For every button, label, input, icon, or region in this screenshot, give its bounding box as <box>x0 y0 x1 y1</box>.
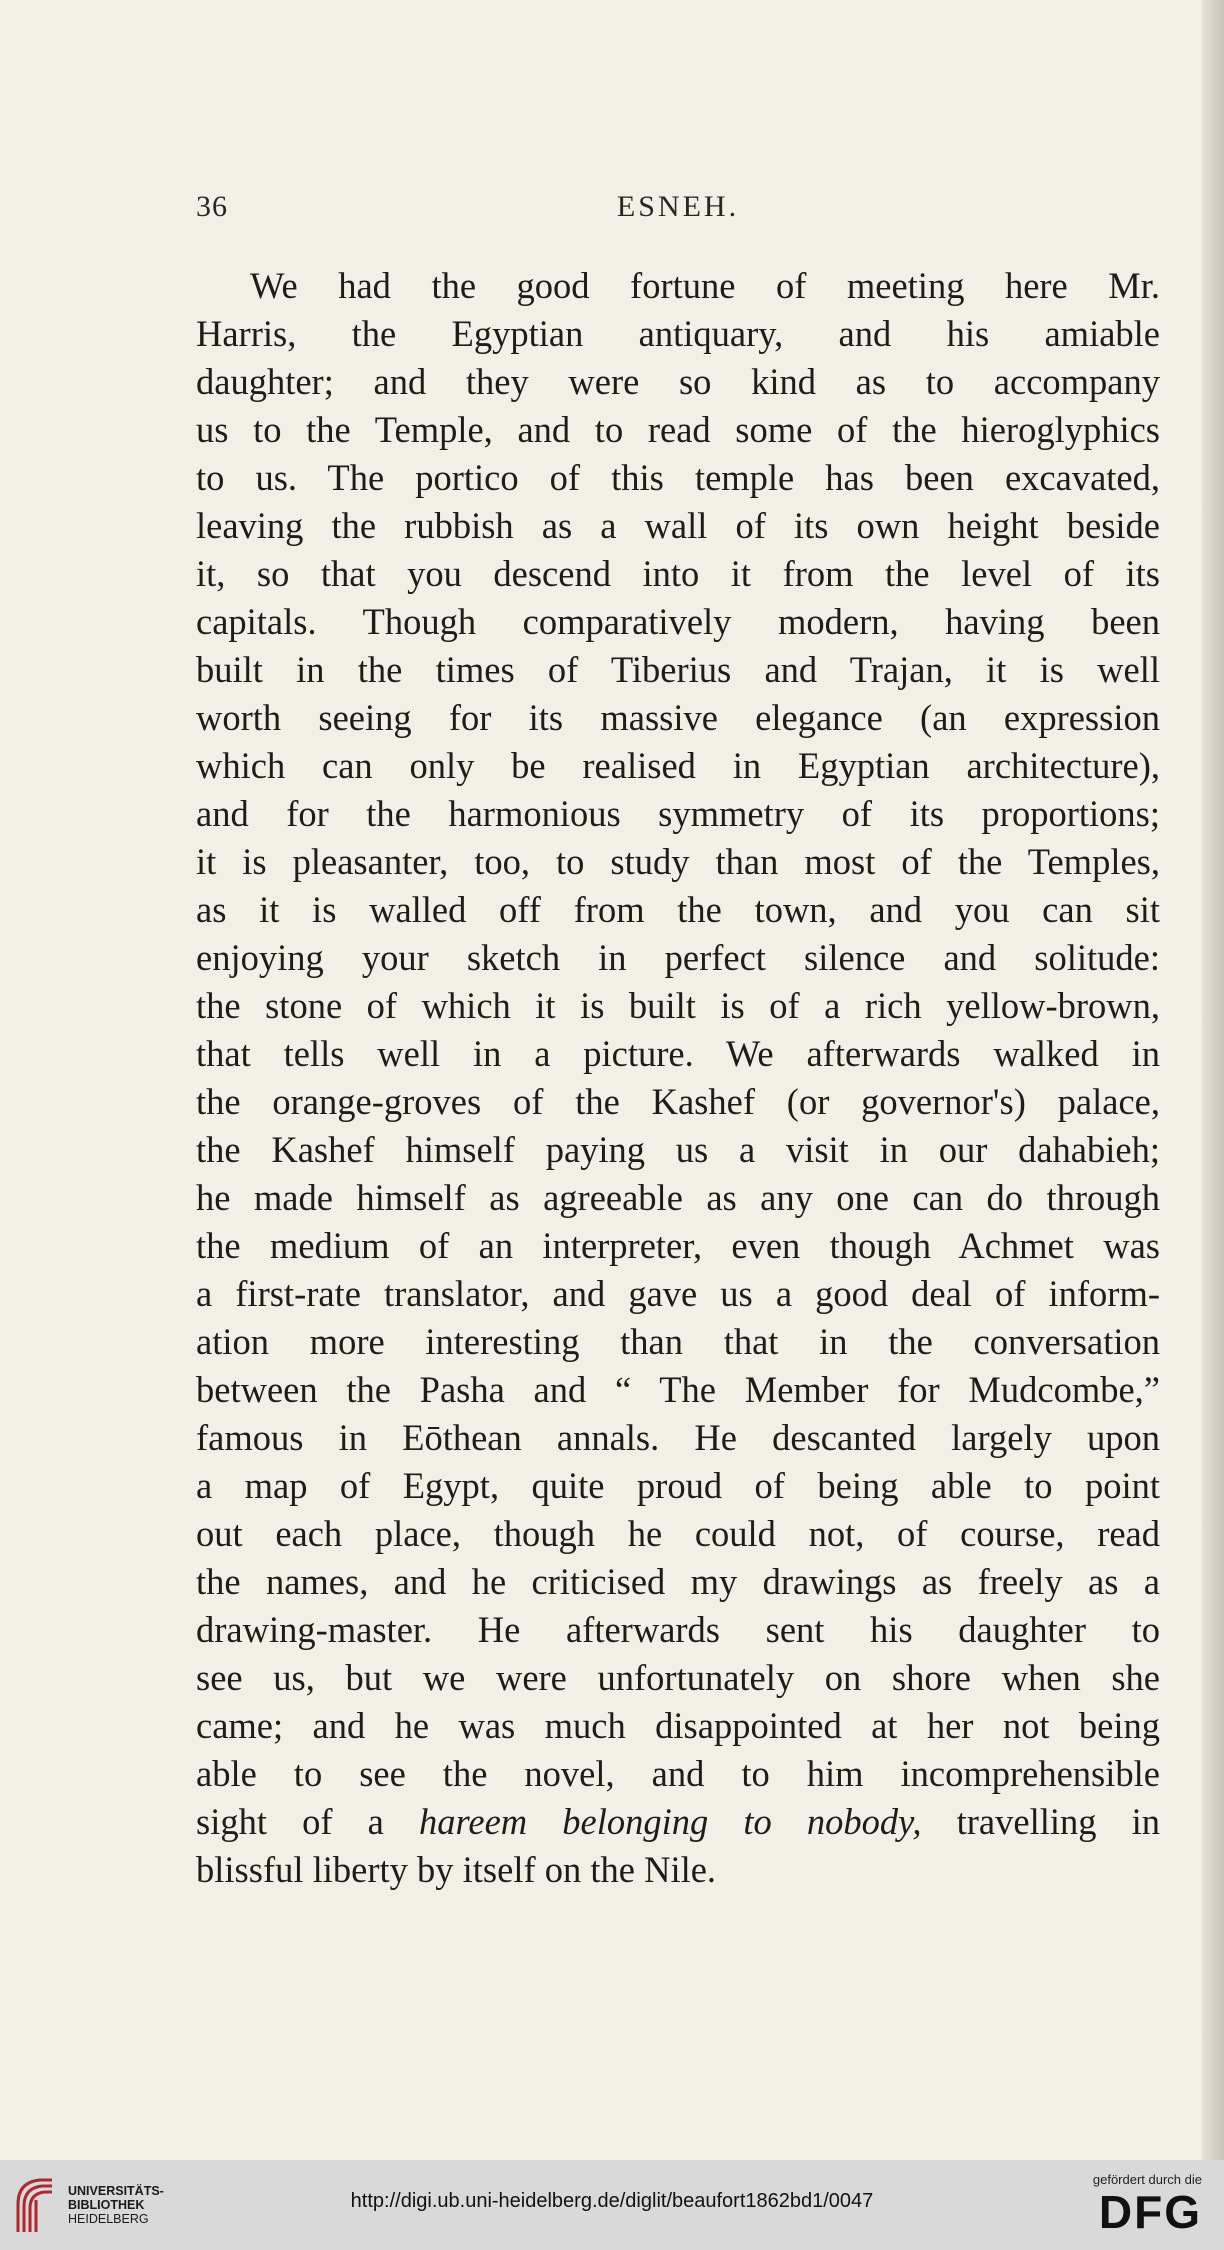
text-line: a map of Egypt, quite proud of being able to point <box>196 1465 1160 1506</box>
text-line-with-italic <box>196 1798 1160 1846</box>
funded-by-label: gefördert durch die <box>1092 2172 1202 2187</box>
text-line: it, so that you descend into it from the level of its <box>196 553 1160 594</box>
text-line: the medium of an interpreter, even though Achmet was <box>196 1225 1160 1266</box>
text-line: famous in Eōthean annals. He descanted largely upon <box>196 1417 1160 1458</box>
text-line: the stone of which it is built is of a rich yellow-brown, <box>196 985 1160 1026</box>
text-line: see us, but we were unfortunately on shore when she <box>196 1657 1160 1698</box>
text-line: leaving the rubbish as a wall of its own height beside <box>196 505 1160 546</box>
library-name-line: UNIVERSITÄTS- <box>68 2184 164 2198</box>
text-line: enjoying your sketch in perfect silence and solitude: <box>196 937 1160 978</box>
page-edge-shadow <box>1202 0 1224 2160</box>
source-url-link[interactable]: http://digi.ub.uni-heidelberg.de/diglit/beaufort1862bd1/0047 <box>350 2190 874 2212</box>
text-line: Harris, the Egyptian antiquary, and his amiable <box>196 313 1160 354</box>
text-line: and for the harmonious symmetry of its proportions; <box>196 793 1160 834</box>
dfg-wordmark: DFG <box>1098 2186 1202 2238</box>
running-head: ESNEH. <box>616 190 740 223</box>
italic-phrase: hareem belonging to nobody, <box>419 1801 922 1842</box>
text-line: ation more interesting than that in the conversation <box>196 1321 1160 1362</box>
text-line: us to the Temple, and to read some of the hieroglyphics <box>196 409 1160 450</box>
text-line: capitals. Though comparatively modern, having been <box>196 601 1160 642</box>
text-line: We had the good fortune of meeting here Mr. <box>250 265 1160 306</box>
text-line: the names, and he criticised my drawings as freely as a <box>196 1561 1160 1602</box>
text-line: a first-rate translator, and gave us a good deal of inform- <box>196 1273 1160 1314</box>
text-line: it is pleasanter, too, to study than most of the Temples, <box>196 841 1160 882</box>
text-line: drawing-master. He afterwards sent his daughter to <box>196 1609 1160 1650</box>
text-line: to us. The portico of this temple has been excavated, <box>196 457 1160 498</box>
text-line: that tells well in a picture. We afterwards walked in <box>196 1033 1160 1074</box>
text-segment: sight of a <box>196 1801 420 1842</box>
body-text <box>196 262 1160 1894</box>
text-line: between the Pasha and “ The Member for Mudcombe,” <box>196 1369 1160 1410</box>
text-line: as it is walled off from the town, and you can sit <box>196 889 1160 930</box>
text-line: came; and he was much disappointed at her not being <box>196 1705 1160 1746</box>
text-line: worth seeing for its massive elegance (an expression <box>196 697 1160 738</box>
text-line: built in the times of Tiberius and Trajan, it is well <box>196 649 1160 690</box>
text-line: out each place, though he could not, of course, read <box>196 1513 1160 1554</box>
text-line: the Kashef himself paying us a visit in our dahabieh; <box>196 1129 1160 1170</box>
library-city: HEIDELBERG <box>68 2212 149 2226</box>
library-name-line: BIBLIOTHEK <box>68 2198 145 2212</box>
page-header <box>196 190 1160 230</box>
footer-bar <box>0 2160 1224 2250</box>
text-line: daughter; and they were so kind as to accompany <box>196 361 1160 402</box>
text-line: he made himself as agreeable as any one can do through <box>196 1177 1160 1218</box>
text-line-final: blissful liberty by itself on the Nile. <box>196 1849 717 1890</box>
dfg-logo[interactable] <box>1052 2172 1202 2242</box>
text-segment: travelling in <box>921 1801 1161 1842</box>
page-number: 36 <box>196 190 228 223</box>
text-line: the orange-groves of the Kashef (or governor's) palace, <box>196 1081 1160 1122</box>
text-line: able to see the novel, and to him incomprehensible <box>196 1753 1160 1794</box>
text-line: which can only be realised in Egyptian architecture), <box>196 745 1160 786</box>
